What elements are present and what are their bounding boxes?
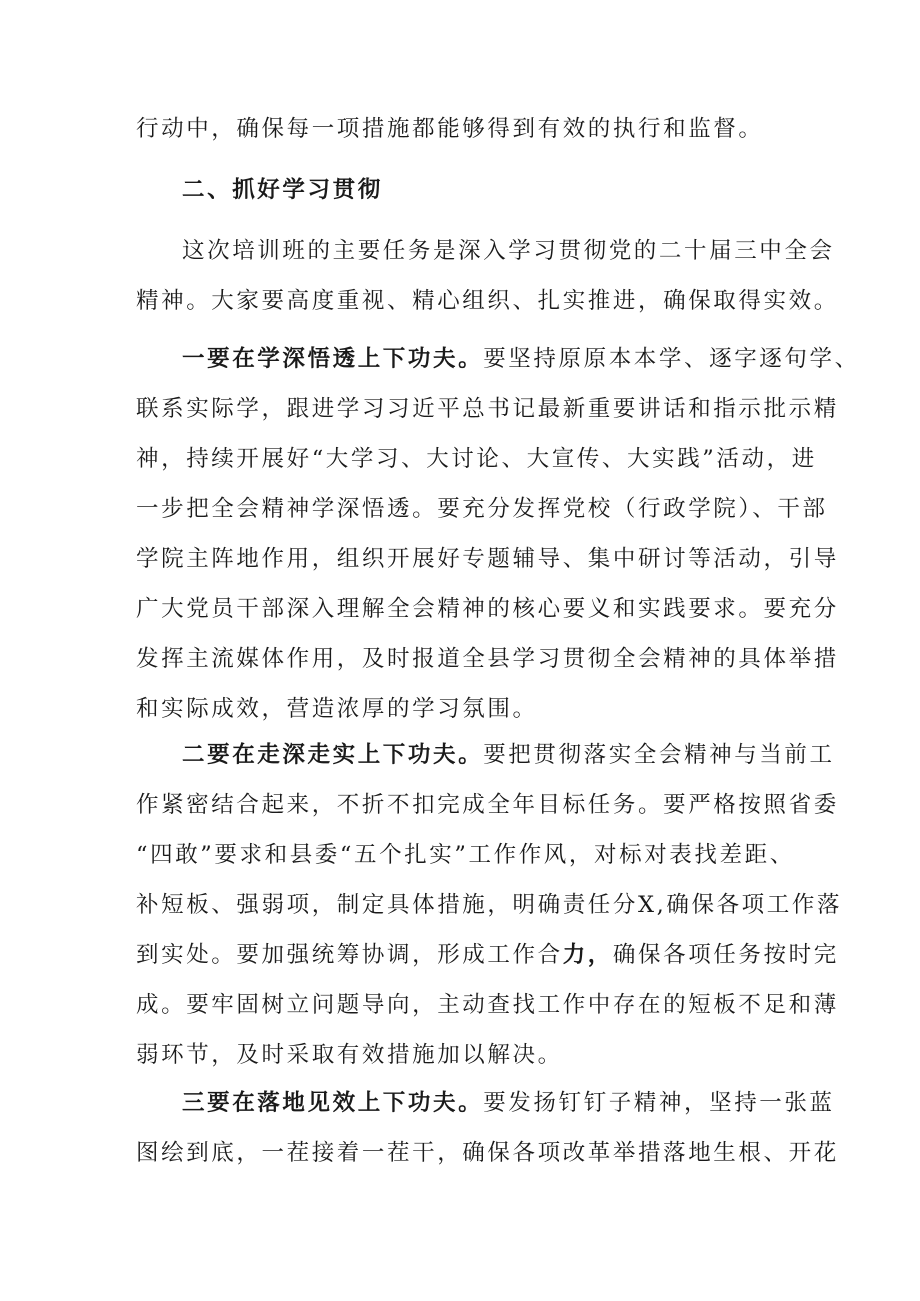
text-line — [136, 334, 860, 384]
text-line: 作紧密结合起来，不折不扣完成全年目标任务。要严格按照省委 — [136, 792, 839, 818]
point-heading: 三要在落地见效上下功夫。 — [182, 1090, 484, 1116]
text-line: 行动中，确保每一项措施都能够得到有效的执行和监督。 — [136, 116, 764, 142]
line-text: 到实处。要加强统筹协调，形成工作合 — [136, 942, 563, 968]
text-line: 弱环节，及时采取有效措施加以解决。 — [136, 1042, 563, 1068]
paragraph-second-requirement — [136, 730, 843, 1080]
text-line: 发挥主流媒体作用，及时报道全县学习贯彻全会精神的具体举措 — [136, 646, 839, 672]
text-line: 广大党员干部深入理解全会精神的核心要义和实践要求。要充分 — [136, 596, 839, 622]
text-line: 和实际成效，营造浓厚的学习氛围。 — [136, 696, 538, 722]
paragraph-first-requirement — [136, 334, 860, 734]
point-heading: 二要在走深走实上下功夫。 — [182, 742, 484, 768]
text-line: 这次培训班的主要任务是深入学习贯彻党的二十届三中全会 — [182, 238, 835, 264]
text-line: 学院主阵地作用，组织开展好专题辅导、集中研讨等活动，引导 — [136, 546, 839, 572]
point-text: 要把贯彻落实全会精神与当前工 — [483, 742, 835, 768]
text-line: 成。要牢固树立问题导向，主动查找工作中存在的短板不足和薄 — [136, 992, 839, 1018]
text-line: 图绘到底，一茬接着一茬干，确保各项改革举措落地生根、开花 — [136, 1140, 839, 1166]
text-line: 一步把全会精神学深悟透。要充分发挥党校（行政学院）、干部 — [136, 496, 828, 522]
text-line — [136, 730, 835, 780]
section-heading-text: 二、抓好学习贯彻 — [182, 177, 383, 203]
text-line — [136, 930, 839, 980]
point-text: 要发扬钉钉子精神，坚持一张蓝 — [483, 1090, 835, 1116]
paragraph-continuation — [136, 104, 786, 154]
line-text: 确保各项任务按时完 — [612, 942, 839, 968]
paragraph-third-requirement — [136, 1078, 839, 1178]
text-line: 补短板、强弱项，制定具体措施，明确责任分X,确保各项工作落 — [136, 892, 843, 918]
emphasized-text: 力， — [562, 942, 613, 968]
point-heading: 一要在学深悟透上下功夫。 — [182, 346, 484, 372]
text-line: 联系实际学，跟进学习习近平总书记最新重要讲话和指示批示精 — [136, 396, 839, 422]
text-line: 神，持续开展好“大学习、大讨论、大宣传、大实践”活动，进 — [136, 446, 817, 472]
point-text: 要坚持原原本本学、逐字逐句学、 — [483, 346, 860, 372]
text-line: “四敢”要求和县委“五个扎实”工作作风，对标对表找差距、 — [136, 842, 795, 868]
section-heading — [136, 165, 786, 215]
paragraph-intro — [136, 226, 839, 326]
text-line: 精神。大家要高度重视、精心组织、扎实推进，确保取得实效。 — [136, 288, 839, 314]
text-line — [136, 1078, 835, 1128]
